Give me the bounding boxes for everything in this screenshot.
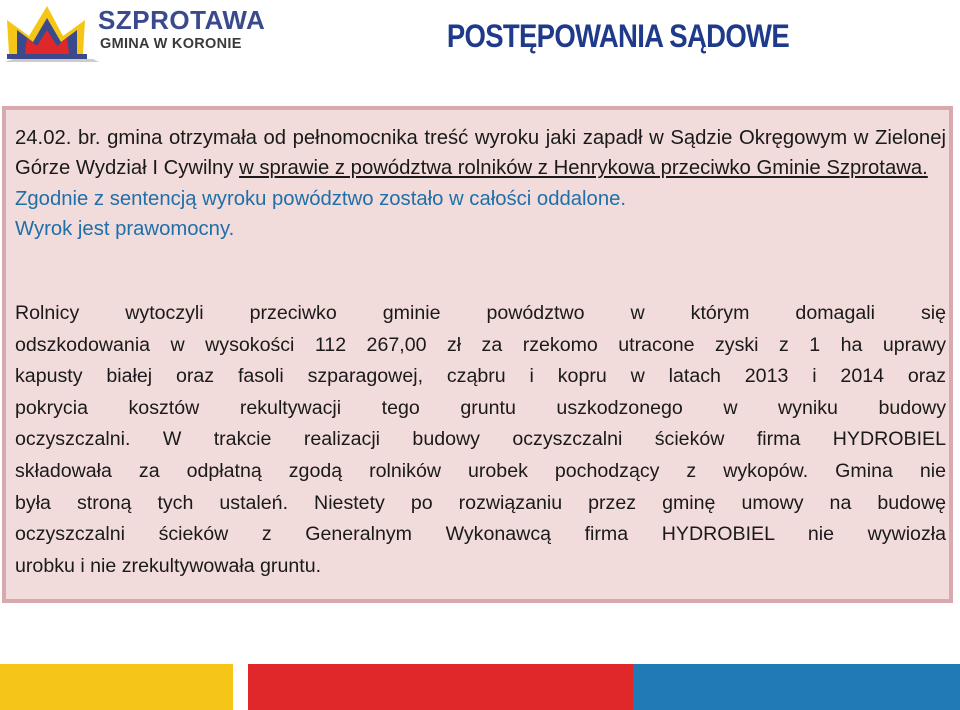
notice-text: gmina otrzymała od pełnomocnika treść wyroku jaki zapadł w Sądzie Okręgowym w Zielonej Górze Wydział I Cywilny: [15, 127, 946, 180]
crown-logo-icon: [3, 2, 99, 62]
description-line: pokrycia kosztów rekultywacji tego gruntu uszkodzonego w wyniku budowy: [15, 396, 946, 419]
case-link[interactable]: w sprawie z powództwa rolników z Henrykowa przeciwko Gminie Szprotawa.: [239, 157, 928, 180]
description-line: składowała za odpłatną zgodą rolników urobek pochodzący z wykopów. Gmina nie: [15, 459, 946, 482]
verdict-text: Zgodnie z sentencją wyroku powództwo zostało w całości oddalone.: [15, 187, 627, 210]
footer-band-blue: [633, 664, 960, 710]
content-panel: [2, 106, 953, 603]
logo-name: SZPROTAWA: [98, 5, 266, 35]
court-notice: [15, 123, 946, 245]
notice-year-abbr: br.: [77, 127, 101, 149]
notice-date: 24.02.: [15, 127, 72, 149]
page-title: POSTĘPOWANIA SĄDOWE: [446, 18, 789, 54]
logo-subtitle: GMINA W KORONIE: [100, 36, 242, 52]
case-description: [15, 298, 946, 582]
description-line: była stroną tych ustaleń. Niestety po rozwiązaniu przez gminę umowy na budowę: [15, 491, 946, 514]
footer-band-red: [248, 664, 633, 710]
description-line: oczyszczalni ścieków z Generalnym Wykonawcą firma HYDROBIEL nie wywiozła: [15, 523, 946, 546]
description-line: odszkodowania w wysokości 112 267,00 zł za rzekomo utracone zyski z 1 ha uprawy: [15, 333, 946, 356]
footer-band-yellow: [0, 664, 233, 710]
description-line: oczyszczalni. W trakcie realizacji budowy oczyszczalni ścieków firma HYDROBIEL: [15, 428, 946, 451]
description-line: urobku i nie zrekultywowała gruntu.: [15, 554, 322, 577]
description-line: kapusty białej oraz fasoli szparagowej, cząbru i kopru w latach 2013 i 2014 oraz: [15, 365, 946, 388]
description-line: Rolnicy wytoczyli przeciwko gminie powództwo w którym domagali się: [15, 302, 946, 324]
footer-band-gap: [233, 664, 248, 710]
verdict-final-text: Wyrok jest prawomocny.: [15, 218, 235, 241]
